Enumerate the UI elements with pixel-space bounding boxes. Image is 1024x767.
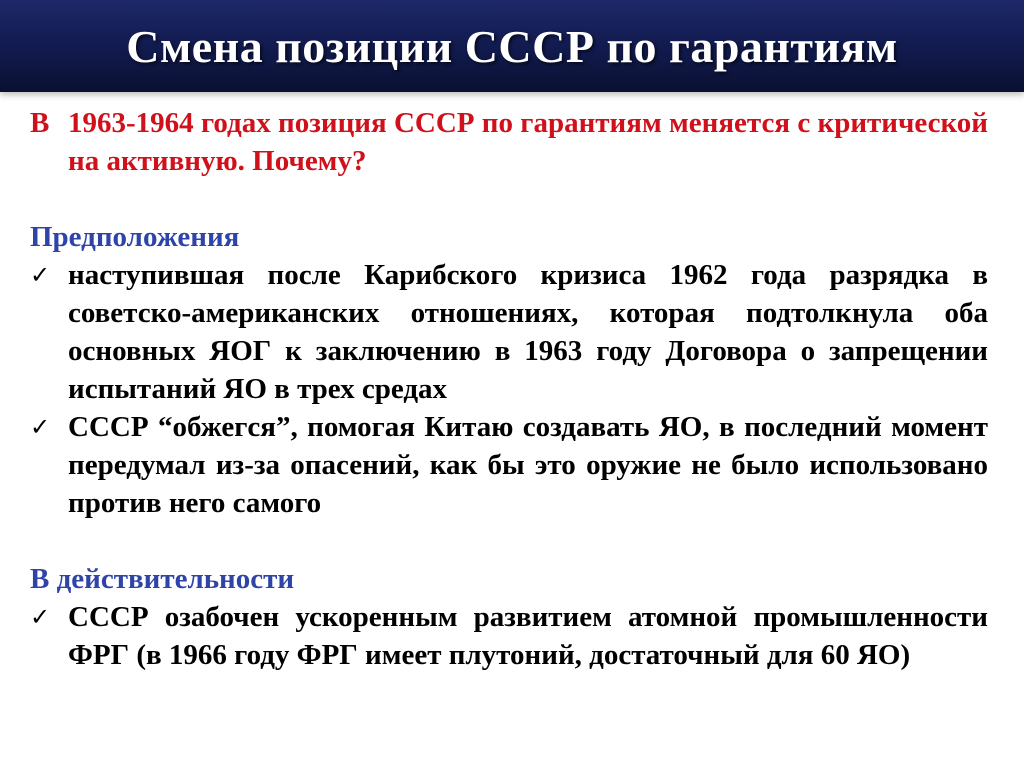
- question-text: 1963-1964 годах позиция СССР по гарантиям меняется с критической на активную. Почему?: [68, 107, 988, 177]
- question-marker: В: [30, 107, 50, 139]
- checkmark-icon: ✓: [30, 413, 51, 441]
- slide-content: [30, 104, 988, 674]
- assumptions-heading: Предположения: [30, 221, 240, 253]
- reality-item-text: СССР озабочен ускоренным развитием атомной промышленности ФРГ (в 1966 году ФРГ имеет плутоний, достаточный для 60 ЯО): [68, 601, 988, 671]
- title-bar: [0, 0, 1024, 92]
- assumption-item-text: СССР “обжегся”, помогая Китаю создавать ЯО, в последний момент передумал из-за опасений, как бы это оружие не было использовано против него самого: [68, 411, 988, 519]
- reality-heading: В действительности: [30, 563, 295, 595]
- checkmark-icon: ✓: [30, 603, 51, 631]
- slide-title: Смена позиции СССР по гарантиям: [126, 20, 898, 72]
- assumption-item-text: наступившая после Карибского кризиса 1962 года разрядка в советско-американских отношениях, которая подтолкнула оба основных ЯОГ к заключению в 1963 году Договора о запрещении испытаний ЯО в трех средах: [68, 259, 988, 405]
- question-paragraph: [30, 104, 988, 180]
- assumption-item: [30, 408, 988, 522]
- assumption-item: [30, 256, 988, 408]
- checkmark-icon: ✓: [30, 261, 51, 289]
- reality-item: [30, 598, 988, 674]
